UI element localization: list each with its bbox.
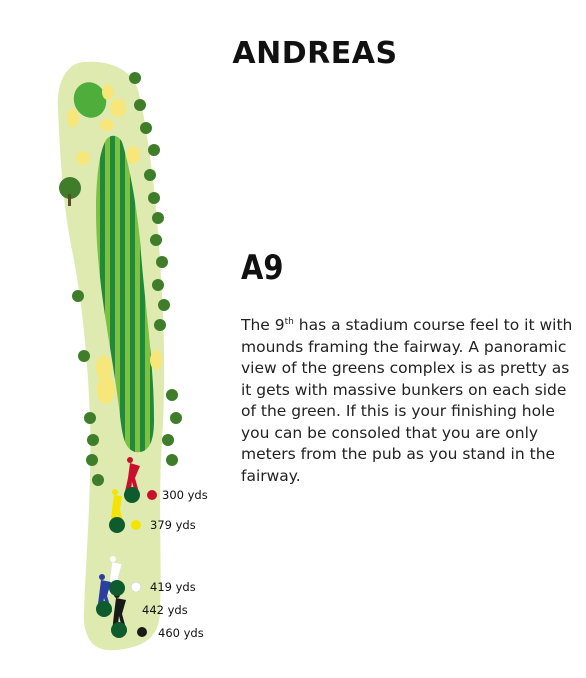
description-part-2: has a stadium course feel to it with mounds framing the fairway. A panoramic view of the greens complex is as pretty as it gets with massive bunkers on each side of the green. If this is your finishing hole you can be consoled that you are only meters from the pub as you stand in the fairway. — [241, 316, 573, 485]
tee-dot — [131, 582, 141, 592]
tee-dot — [131, 520, 141, 530]
tee-distance-label: 419 yds — [150, 580, 196, 594]
hole-description — [241, 315, 576, 487]
tee-distance-label: 442 yds — [142, 603, 188, 617]
tee-distance-label: 460 yds — [158, 626, 204, 640]
tee-dot — [147, 490, 157, 500]
tee-distance-label: 300 yds — [162, 488, 208, 502]
description-superscript: th — [284, 317, 294, 327]
tee-distance-label: 379 yds — [150, 518, 196, 532]
hole-number: A9 — [241, 248, 284, 288]
tee-dot — [137, 627, 147, 637]
description-part-1: The 9 — [241, 316, 285, 334]
course-title: ANDREAS — [232, 36, 398, 71]
